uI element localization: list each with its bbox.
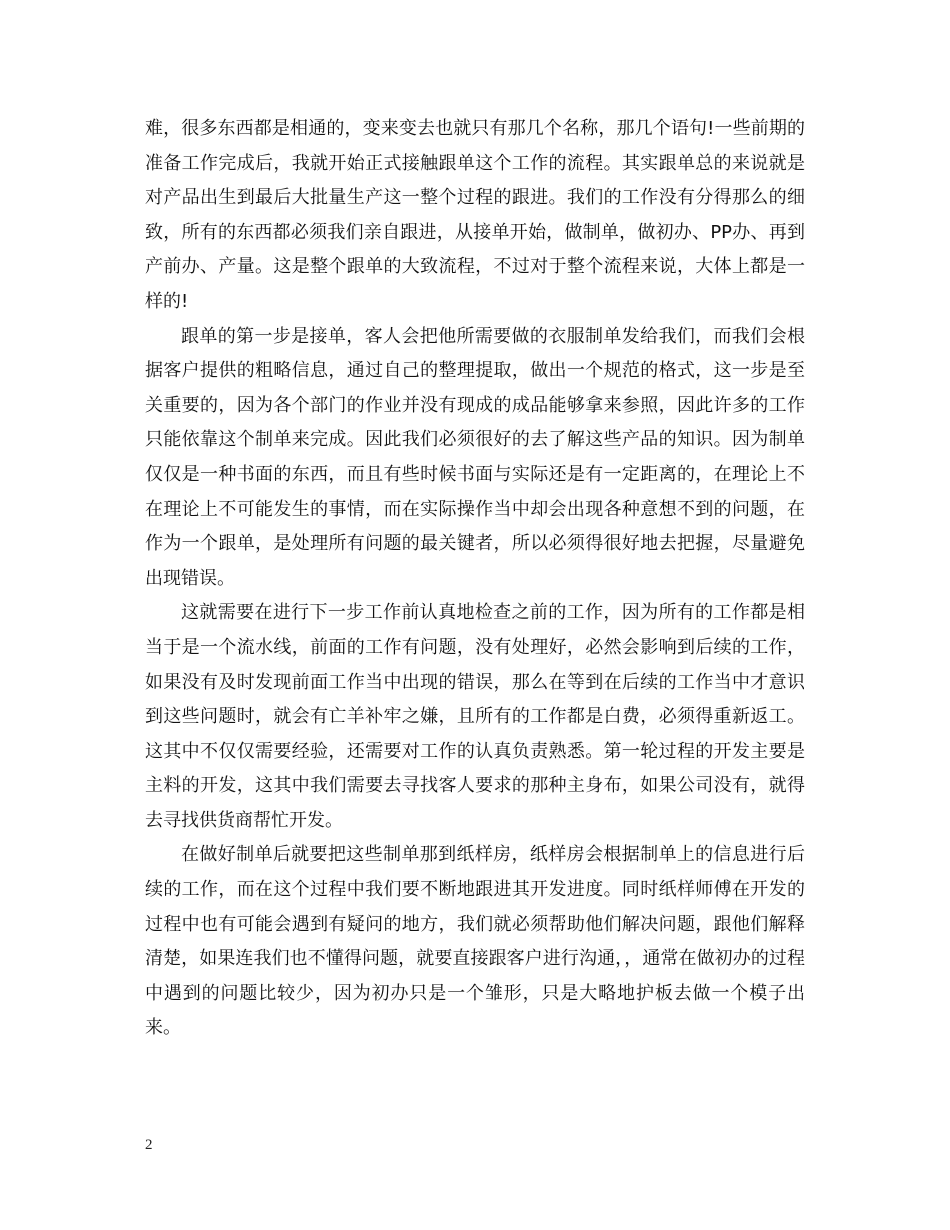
paragraph-3: 这就需要在进行下一步工作前认真地检查之前的工作，因为所有的工作都是相当于是一个流水线，前面的工作有问题，没有处理好，必然会影响到后续的工作，如果没有及时发现前面工作当中出现的错误，那么在等到在后续的工作当中才意识到这些问题时，就会有亡羊补牢之嫌，且所有的工作都是白费，必须得重新返工。这其中不仅仅需要经验，还需要对工作的认真负责熟悉。第一轮过程的开发主要是主料的开发，这其中我们需要去寻找客人要求的那种主身布，如果公司没有，就得去寻找供货商帮忙开发。 xyxy=(145,602,805,831)
paragraph-2: 跟单的第一步是接单，客人会把他所需要做的衣服制单发给我们，而我们会根据客户提供的粗略信息，通过自己的整理提取，做出一个规范的格式，这一步是至关重要的，因为各个部门的作业并没有现成的成品能够拿来参照，因此许多的工作只能依靠这个制单来完成。因此我们必须很好的去了解这些产品的知识。因为制单仅仅是一种书面的东西，而且有些时候书面与实际还是有一定距离的，在理论上不在理论上不可能发生的事情，而在实际操作当中却会出现各种意想不到的问题，在作为一个跟单，是处理所有问题的最关键者，所以必须得很好地去把握，尽量避免出现错误。 xyxy=(145,325,805,589)
body-text xyxy=(145,112,805,1046)
page-number: 2 xyxy=(145,1137,153,1153)
paragraph-1: 难，很多东西都是相通的，变来变去也就只有那几个名称，那几个语句!一些前期的准备工作完成后，我就开始正式接触跟单这个工作的流程。其实跟单总的来说就是对产品出生到最后大批量生产这一整个过程的跟进。我们的工作没有分得那么的细致，所有的东西都必须我们亲自跟进，从接单开始，做制单，做初办、PP办、再到产前办、产量。这是整个跟单的大致流程，不过对于整个流程来说，大体上都是一样的! xyxy=(145,118,805,312)
paragraph-4: 在做好制单后就要把这些制单那到纸样房，纸样房会根据制单上的信息进行后续的工作，而在这个过程中我们要不断地跟进其开发进度。同时纸样师傅在开发的过程中也有可能会遇到有疑问的地方，我们就必须帮助他们解决问题，跟他们解释清楚，如果连我们也不懂得问题，就要直接跟客户进行沟通，，通常在做初办的过程中遇到的问题比较少，因为初办只是一个雏形，只是大略地护板去做一个模子出来。 xyxy=(145,844,805,1039)
